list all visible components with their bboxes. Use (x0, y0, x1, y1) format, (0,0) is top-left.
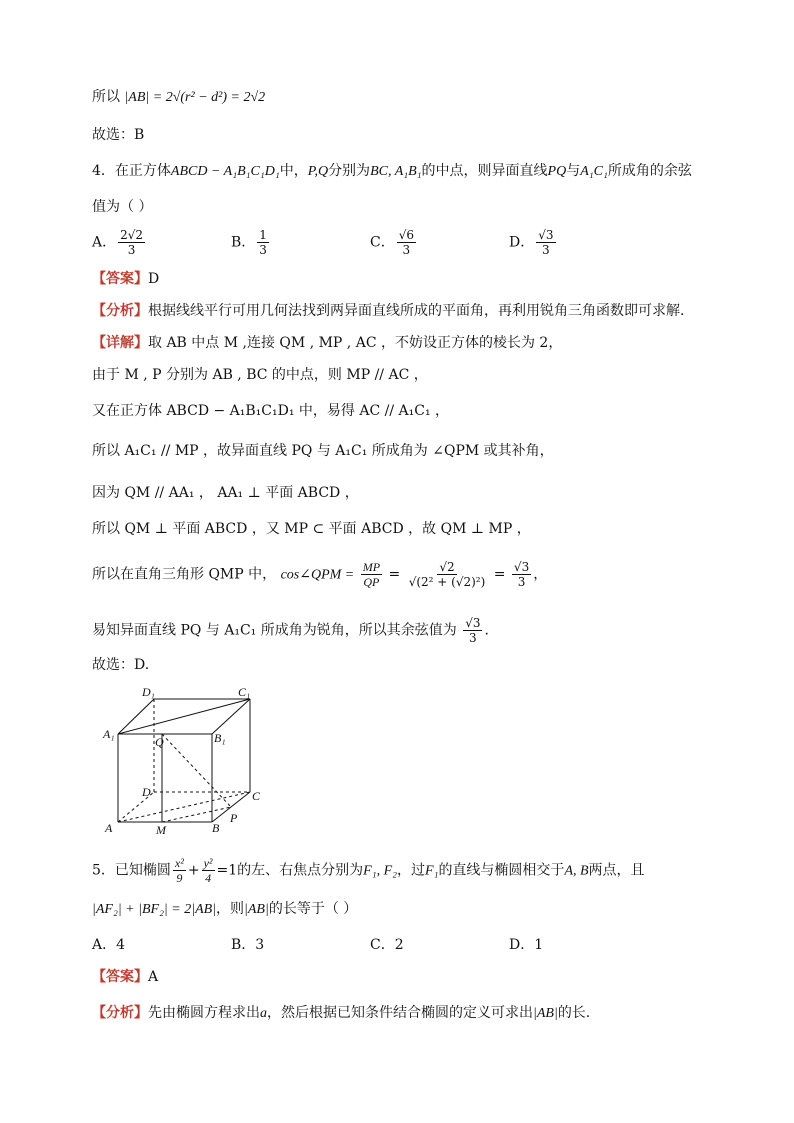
denominator: 3 (402, 243, 411, 257)
question-4-stem (92, 160, 692, 183)
question-5-stem (92, 856, 645, 885)
q4-detail-8 (92, 616, 489, 645)
denominator: 3 (469, 631, 477, 645)
ab-length: |AB| (533, 1006, 558, 1021)
option-label: D． (509, 234, 535, 251)
label-q: Q (155, 735, 164, 749)
foci: F₁, F₂ (363, 863, 398, 879)
q4-detail-1 (92, 332, 562, 354)
numerator: y² (203, 856, 213, 870)
cube-figure (100, 682, 280, 842)
fraction (536, 228, 555, 257)
text: ，过 (397, 862, 426, 879)
numerator: √3 (513, 560, 530, 574)
q5-analysis (92, 1002, 590, 1025)
text: 在正方体 (114, 163, 171, 179)
equals: = (493, 566, 506, 583)
question-4-stem-cont: 值为（ ） (92, 199, 153, 215)
text: 分别为 (328, 163, 371, 179)
var-a: a (260, 1006, 267, 1021)
text: 先由椭圆方程求出 (148, 1005, 260, 1021)
text: ，然后根据已知条件结合椭圆的定义可求出 (267, 1005, 533, 1021)
cos-expression: cos∠QPM = (280, 567, 355, 583)
option-label: A． (92, 234, 117, 251)
label-b1: B₁ (214, 731, 226, 745)
label-a: A (105, 821, 113, 835)
label-c1: C₁ (238, 685, 251, 699)
text: ，则 (216, 901, 245, 917)
q4-detail-4: 所以 A₁C₁ // MP ，故异面直线 PQ 与 A₁C₁ 所成角为 ∠QPM 或其补角， (92, 443, 554, 459)
q4-option-b (231, 228, 271, 257)
numerator: √3 (538, 228, 554, 242)
denominator: √(2² + (√2)²) (408, 575, 486, 589)
denominator: 3 (542, 243, 550, 257)
points-pq: P,Q (307, 164, 329, 179)
question-number: 5． (92, 862, 115, 879)
option-label: C． (370, 234, 395, 251)
answer-tag: 【答案】 (92, 271, 148, 287)
fraction-result (512, 560, 531, 589)
detail-tag: 【详解】 (92, 335, 148, 351)
denominator: 4 (205, 871, 212, 885)
label-d: D (142, 785, 151, 799)
analysis-tag: 【分析】 (92, 1005, 148, 1021)
cube-name: ABCD − A₁B₁C₁D₁ (170, 164, 280, 179)
q4-answer (92, 268, 159, 290)
label-c: C (252, 789, 261, 803)
q4-analysis (92, 300, 684, 322)
q4-option-d (509, 228, 558, 257)
fraction-mp-qp (361, 560, 382, 589)
fraction-x (173, 856, 186, 885)
focus-f1: F₁ (425, 863, 439, 879)
q4-detail-2: 由于 M , P 分别为 AB , BC 的中点，则 MP // AC ， (92, 367, 428, 383)
detail-text: 取 AB 中点 M ,连接 QM , MP , AC ，不妨设正方体的棱长为 2， (148, 335, 563, 351)
q5-option-a: A．4 (92, 937, 126, 953)
q4-detail-9: 故选：D. (92, 657, 150, 673)
denominator: QP (363, 575, 380, 589)
numerator: √6 (398, 228, 414, 242)
analysis-tag: 【分析】 (92, 303, 148, 319)
numerator: 2√2 (120, 228, 144, 242)
line-pq: PQ (547, 164, 567, 179)
line-a1c1: A₁C₁ (580, 164, 608, 179)
label-p: P (230, 811, 238, 825)
question-5-stem-cont (92, 898, 357, 921)
text: 的长. (557, 1005, 591, 1021)
text: 中， (279, 163, 308, 179)
text: 的左、右焦点分别为 (237, 862, 364, 879)
text: 两点，且 (588, 862, 645, 879)
numerator: √2 (439, 560, 455, 574)
denominator: 3 (259, 243, 267, 257)
condition-formula: |AF₂| + |BF₂| = 2|AB| (92, 902, 217, 917)
fraction-result (463, 616, 482, 645)
text: 所成角的余弦 (607, 163, 692, 179)
numerator: √3 (465, 616, 481, 630)
q4-detail-7 (92, 560, 547, 589)
text: 已知椭圆 (114, 862, 171, 879)
q4-option-a (92, 228, 147, 257)
q4-option-c (370, 228, 418, 257)
label-a1: A₁ (103, 727, 115, 741)
numerator: MP (362, 560, 381, 574)
label-b: B (212, 821, 220, 835)
q4-detail-6: 所以 QM ⊥ 平面 ABCD ，又 MP ⊂ 平面 ABCD ，故 QM ⊥ MP ， (92, 521, 531, 537)
question-number: 4． (92, 163, 115, 179)
q4-detail-3: 又在正方体 ABCD − A₁B₁C₁D₁ 中，易得 AC // A₁C₁ ， (92, 403, 450, 419)
q5-option-d: D．1 (509, 937, 544, 953)
fraction-y (202, 856, 215, 885)
edges: BC, A₁B₁ (370, 164, 422, 179)
q5-option-b: B．3 (231, 937, 265, 953)
prev-solution-line (92, 86, 265, 109)
ab-length: |AB| (244, 902, 269, 917)
comma: ， (533, 566, 548, 583)
q4-detail-5: 因为 QM // AA₁ ， AA₁ ⊥ 平面 ABCD ， (92, 485, 359, 501)
numerator: 1 (259, 228, 267, 242)
equals: = (388, 566, 401, 583)
points-ab: A, B (564, 863, 589, 879)
q5-answer (92, 966, 158, 988)
text: 所以 (92, 89, 120, 105)
ab-length-formula: |AB| = 2√(r² − d²) = 2√2 (124, 90, 266, 105)
equals: =1 (216, 862, 238, 879)
fraction (257, 228, 269, 257)
label-d1: D₁ (142, 685, 155, 699)
label-m: M (156, 823, 166, 837)
answer-tag: 【答案】 (92, 969, 148, 985)
denominator: 3 (127, 243, 136, 257)
text: 的长等于（ ） (268, 901, 358, 917)
text: 与 (566, 163, 581, 179)
answer-value: D (148, 271, 160, 287)
plus: + (187, 862, 200, 879)
fraction-root (407, 560, 488, 589)
denominator: 3 (517, 575, 526, 589)
text: 的直线与椭圆相交于 (438, 862, 565, 879)
denominator: 9 (176, 871, 183, 885)
text: 所以在直角三角形 QMP 中， (92, 566, 277, 583)
numerator: x² (174, 856, 184, 870)
prev-answer-choice: 故选：B (92, 127, 145, 143)
text: 的中点，则异面直线 (421, 163, 548, 179)
fraction (397, 228, 416, 257)
fraction (118, 228, 145, 257)
period: . (484, 622, 489, 639)
answer-value: A (148, 969, 159, 985)
q5-option-c: C．2 (370, 937, 404, 953)
text: 易知异面直线 PQ 与 A₁C₁ 所成角为锐角，所以其余弦值为 (92, 622, 457, 639)
option-label: B． (231, 234, 256, 251)
analysis-text: 根据线线平行可用几何法找到两异面直线所成的平面角，再利用锐角三角函数即可求解. (148, 303, 685, 319)
